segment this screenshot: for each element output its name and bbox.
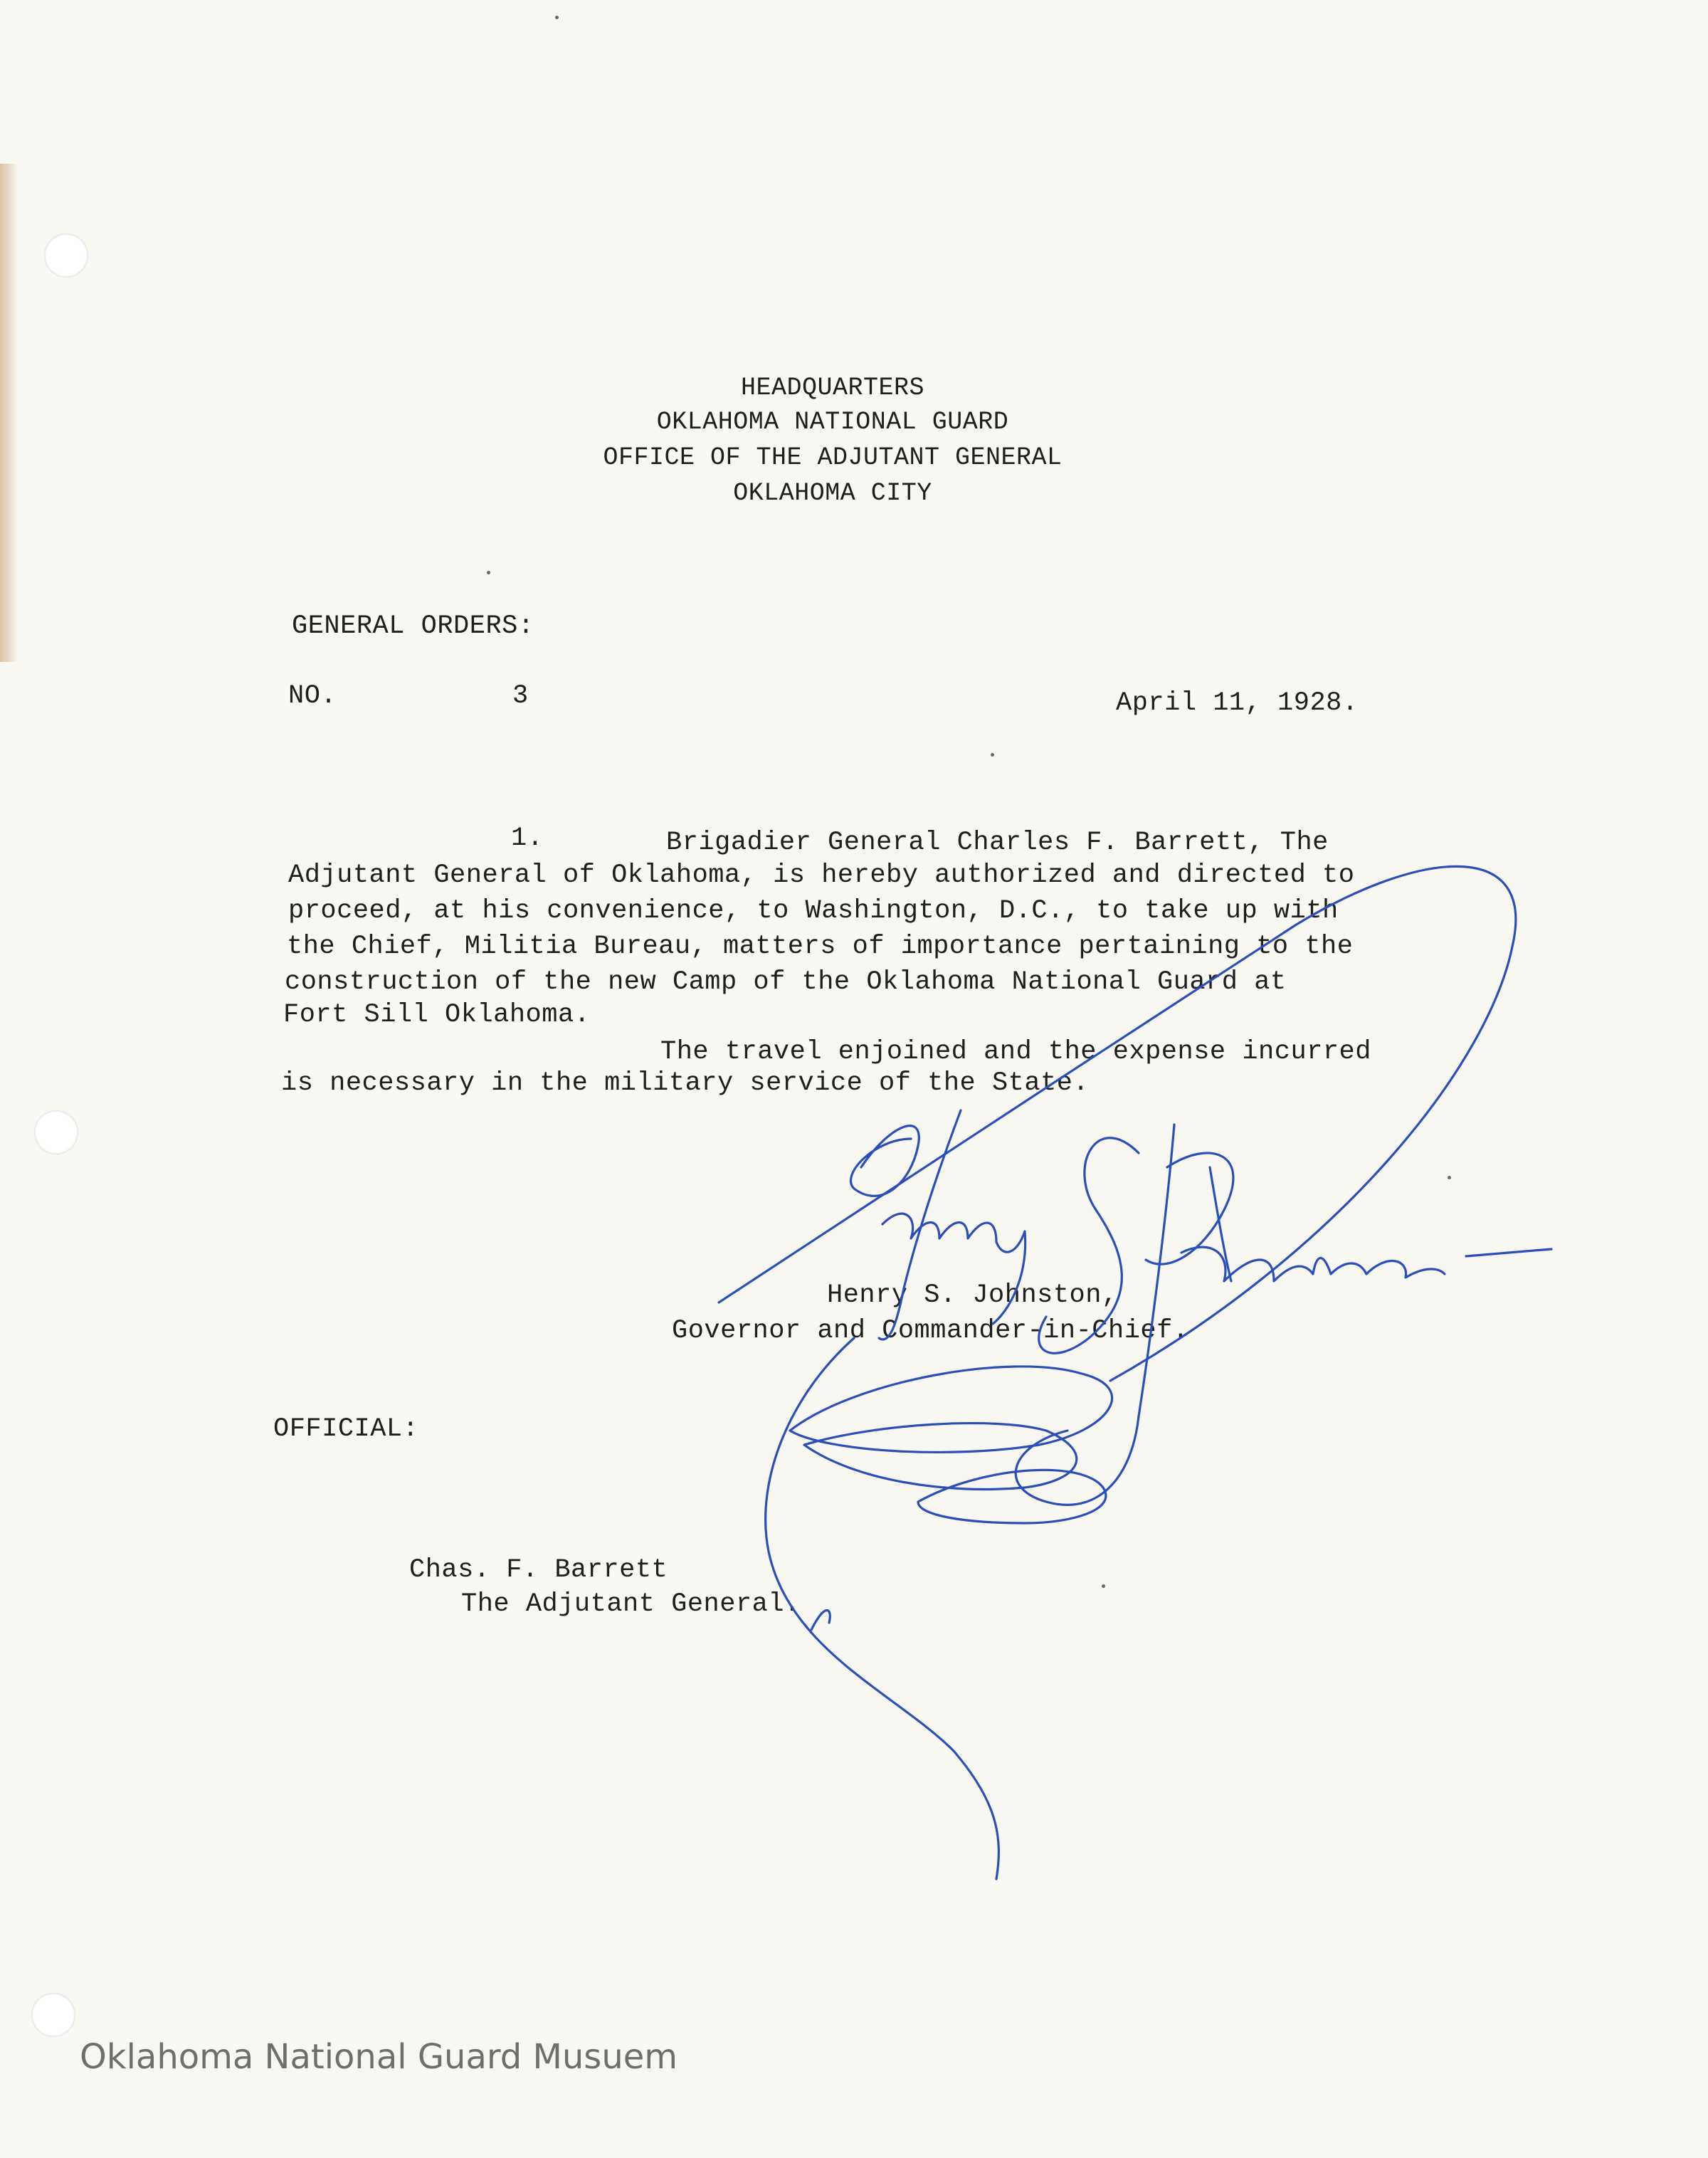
body-line: Fort Sill Oklahoma.: [283, 1000, 591, 1030]
paper-speck: [1102, 1584, 1105, 1588]
letterhead-city: OKLAHOMA CITY: [733, 479, 932, 507]
body-line: Adjutant General of Oklahoma, is hereby authorized and directed to: [288, 860, 1355, 890]
paragraph-number: 1.: [511, 823, 544, 853]
paper-speck: [487, 571, 490, 574]
order-number: 3: [512, 681, 529, 711]
signature-stroke: [766, 1338, 999, 1879]
paper-speck: [555, 16, 559, 19]
body-line: proceed, at his convenience, to Washington, D.C., to take up with: [288, 896, 1339, 926]
signature-stroke: [850, 1126, 919, 1196]
body-line: Brigadier General Charles F. Barrett, The: [666, 828, 1329, 858]
travel-line: is necessary in the military service of the State.: [281, 1068, 1090, 1098]
signature-stroke: [918, 1470, 1106, 1523]
signature-stroke: [804, 1423, 1077, 1490]
punch-hole-top: [44, 233, 88, 278]
signature-stroke: [1466, 1249, 1551, 1256]
general-orders-label: GENERAL ORDERS:: [292, 611, 534, 641]
letterhead-organization: OKLAHOMA NATIONAL GUARD: [656, 408, 1009, 436]
paper-speck: [991, 753, 994, 757]
official-title: The Adjutant General.: [461, 1589, 801, 1619]
signature-stroke: [811, 1611, 830, 1631]
paper-speck: [1448, 1176, 1451, 1179]
body-line: construction of the new Camp of the Oklahoma National Guard at: [285, 967, 1287, 997]
signature-stroke: [1016, 1125, 1174, 1505]
signatory-title: Governor and Commander-in-Chief.: [672, 1316, 1189, 1346]
signature-stroke: [1146, 1153, 1233, 1264]
letterhead-office: OFFICE OF THE ADJUTANT GENERAL: [603, 443, 1063, 472]
travel-line: The travel enjoined and the expense incurred: [660, 1037, 1371, 1067]
official-label: OFFICIAL:: [273, 1414, 419, 1444]
signatory-name: Henry S. Johnston,: [827, 1280, 1118, 1310]
order-date: April 11, 1928.: [1116, 688, 1359, 718]
signature-stroke: [1210, 1167, 1231, 1281]
punch-hole-bottom: [31, 1993, 75, 2037]
paper-edge-stain: [0, 164, 19, 662]
signature-stroke: [790, 1367, 1112, 1452]
museum-watermark: Oklahoma National Guard Musuem: [80, 2037, 678, 2077]
signature-stroke: [1181, 1247, 1445, 1281]
official-name: Chas. F. Barrett: [409, 1555, 668, 1585]
order-number-label: NO.: [288, 681, 337, 711]
body-line: the Chief, Militia Bureau, matters of importance pertaining to the: [287, 932, 1354, 962]
punch-hole-middle: [34, 1110, 78, 1154]
letterhead-headquarters: HEADQUARTERS: [740, 374, 925, 402]
